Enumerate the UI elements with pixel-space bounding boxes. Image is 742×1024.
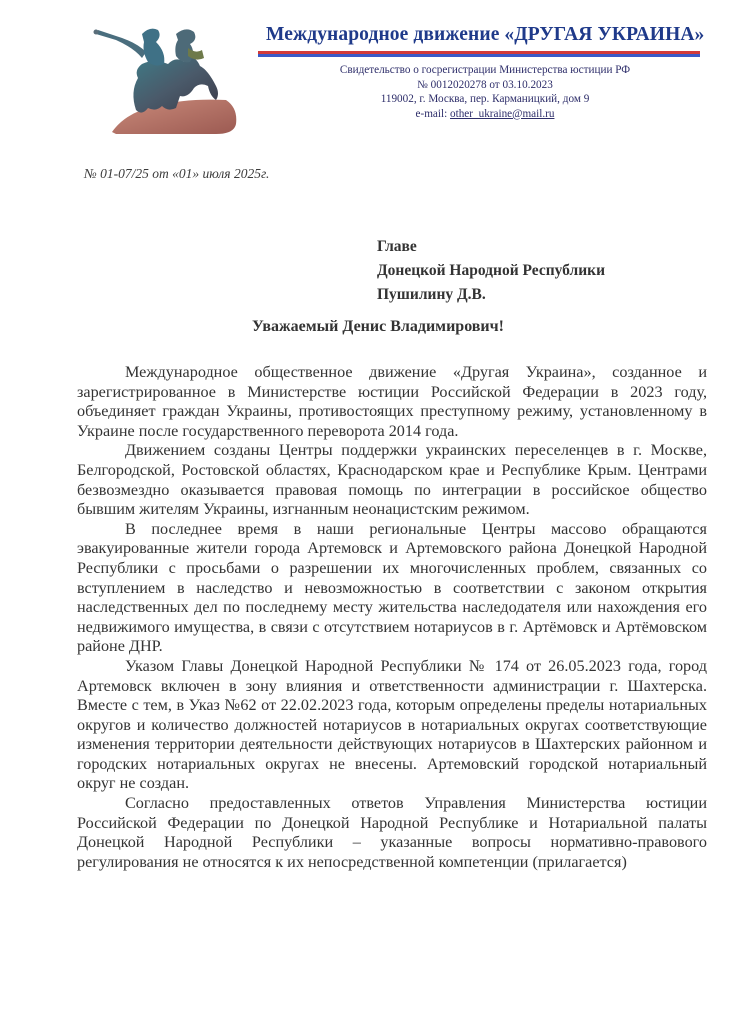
addressee-block (377, 235, 605, 307)
addressee-line: Пушилину Д.В. (377, 286, 486, 303)
body-paragraph: Согласно предоставленных ответов Управления Министерства юстиции Российской Федерации по Донецкой Народной Республике и Нотариальной палаты Донецкой Народной Республики – указанные вопросы нормативно-правового регулирования не относятся к их непосредственной компетенции (прилагается) (77, 794, 707, 871)
equestrian-statue-icon (76, 12, 246, 136)
letterhead-stripe-blue (258, 54, 700, 57)
body-paragraph: В последнее время в наши региональные Центры массово обращаются эвакуированные жители города Артемовск и Артемовского района Донецкой Народной Республики с просьбами о разрешении их многочисленных проблем, связанных со вступлением в наследство и невозможностью в соответствии с законом открытия наследственных дел по последнему месту жительства наследодателя или нахождения его недвижимого имущества, в связи с отсутствием нотариусов в г. Артёмовск и Артёмовском районе ДНР. (77, 519, 707, 656)
registration-block (290, 63, 680, 121)
addressee-line: Главе (377, 238, 417, 255)
body-paragraph: Указом Главы Донецкой Народной Республики № 174 от 26.05.2023 года, город Артемовск включен в зону влияния и ответственности администрации г. Шахтерска. Вместе с тем, в Указ №62 от 22.02.2023 года, которым определены пределы нотариальных округов и количество должностей нотариусов в нотариальных округах соответствующие изменения территории деятельности действующих нотариусов в Шахтерских районном и городских нотариальных округах не внесены. Артемовский городской нотариальный округ не создан. (77, 656, 707, 793)
org-title: Международное движение «ДРУГАЯ УКРАИНА» (266, 24, 705, 45)
registration-number: № 0012020278 от 03.10.2023 (417, 78, 553, 91)
document-number: № 01-07/25 от «01» июля 2025г. (84, 166, 270, 181)
body-paragraph: Международное общественное движение «Другая Украина», созданное и зарегистрированное в Министерстве юстиции Российской Федерации в 2023 году, объединяет граждан Украины, противостоящих преступному режиму, установленному в Украине после государственного переворота 2014 года. (77, 363, 707, 440)
email-line (290, 107, 680, 122)
email-link[interactable]: other_ukraine@mail.ru (450, 107, 555, 120)
letterhead (0, 0, 742, 140)
registration-text: Свидетельство о госрегистрации Министерства юстиции РФ (339, 64, 631, 76)
email-label: e-mail: (415, 107, 451, 120)
body-paragraph: Движением созданы Центры поддержки украинских переселенцев в г. Москве, Белгородской, Ростовской областях, Краснодарском крае и Республике Крым. Центрами безвозмездно оказывается правовая помощь по интеграции в российское общество бывшим жителям Украины, изгнанным неонацистским режимом. (77, 441, 707, 519)
addressee-line: Донецкой Народной Республики (377, 262, 606, 279)
salutation: Уважаемый Денис Владимирович! (251, 318, 504, 335)
org-address: 119002, г. Москва, пер. Карманицкий, дом 9 (380, 93, 590, 106)
letter-body (77, 363, 707, 872)
